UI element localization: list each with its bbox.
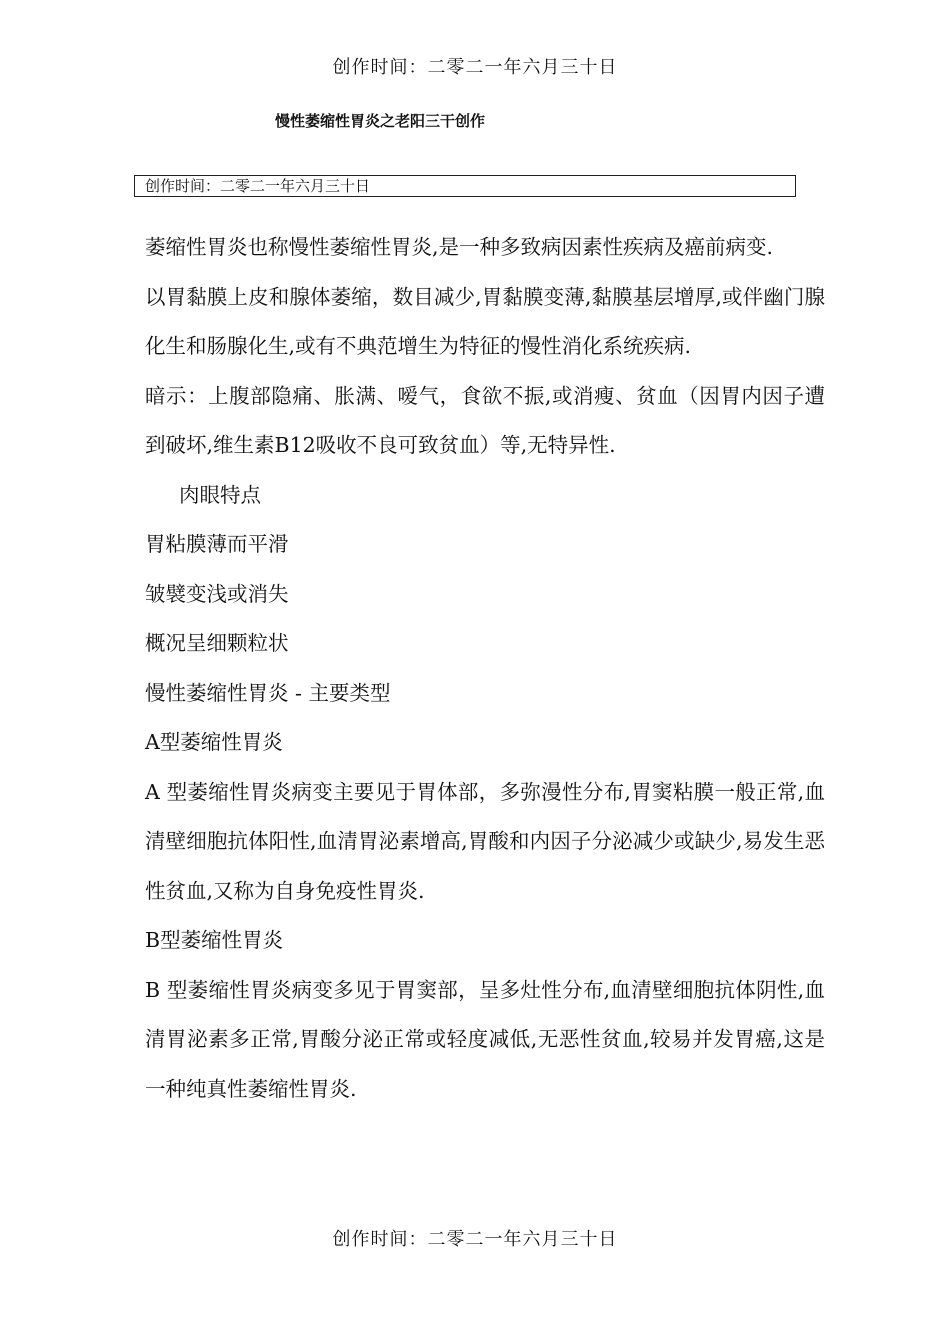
paragraph-type-a: A 型萎缩性胃炎病变主要见于胃体部，多弥漫性分布,胃窦粘膜一般正常,血清壁细胞抗体阳性,血清胃泌素增高,胃酸和内因子分泌减少或缺少,易发生恶性贫血,又称为自身免疫性胃炎. <box>145 779 825 903</box>
document-title: 慢性萎缩性胃炎之老阳三干创作 <box>275 112 486 130</box>
subheading-type-a: A型萎缩性胃炎 <box>145 730 283 754</box>
paragraph-definition: 萎缩性胃炎也称慢性萎缩性胃炎,是一种多致病因素性疾病及癌前病变. <box>145 235 774 259</box>
page-header-creation-time: 创作时间：二零二一年六月三十日 <box>332 57 618 78</box>
gross-feature-item: 胃粘膜薄而平滑 <box>145 532 289 556</box>
gross-feature-item: 概况呈细颗粒状 <box>145 631 289 655</box>
boxed-creation-time: 创作时间：二零二一年六月三十日 <box>134 175 796 197</box>
paragraph-pathology: 以胃黏膜上皮和腺体萎缩，数目减少,胃黏膜变薄,黏膜基层增厚,或伴幽门腺化生和肠腺化生,或有不典范增生为特征的慢性消化系统疾病. <box>145 284 825 358</box>
page-footer-creation-time: 创作时间：二零二一年六月三十日 <box>332 1229 618 1250</box>
subheading-type-b: B型萎缩性胃炎 <box>145 928 284 952</box>
section-heading-gross-features: 肉眼特点 <box>179 482 261 507</box>
paragraph-symptoms: 暗示：上腹部隐痛、胀满、嗳气，食欲不振,或消瘦、贫血（因胃内因子遭到破坏,维生素B12吸收不良可致贫血）等,无特异性. <box>145 383 825 457</box>
gross-feature-item: 皱襞变浅或消失 <box>145 581 289 606</box>
document-body <box>145 223 825 1114</box>
section-heading-main-types: 慢性萎缩性胃炎 - 主要类型 <box>145 680 391 705</box>
paragraph-type-b: B 型萎缩性胃炎病变多见于胃窦部，呈多灶性分布,血清壁细胞抗体阴性,血清胃泌素多正常,胃酸分泌正常或轻度减低,无恶性贫血,较易并发胃癌,这是一种纯真性萎缩性胃炎. <box>145 977 825 1101</box>
